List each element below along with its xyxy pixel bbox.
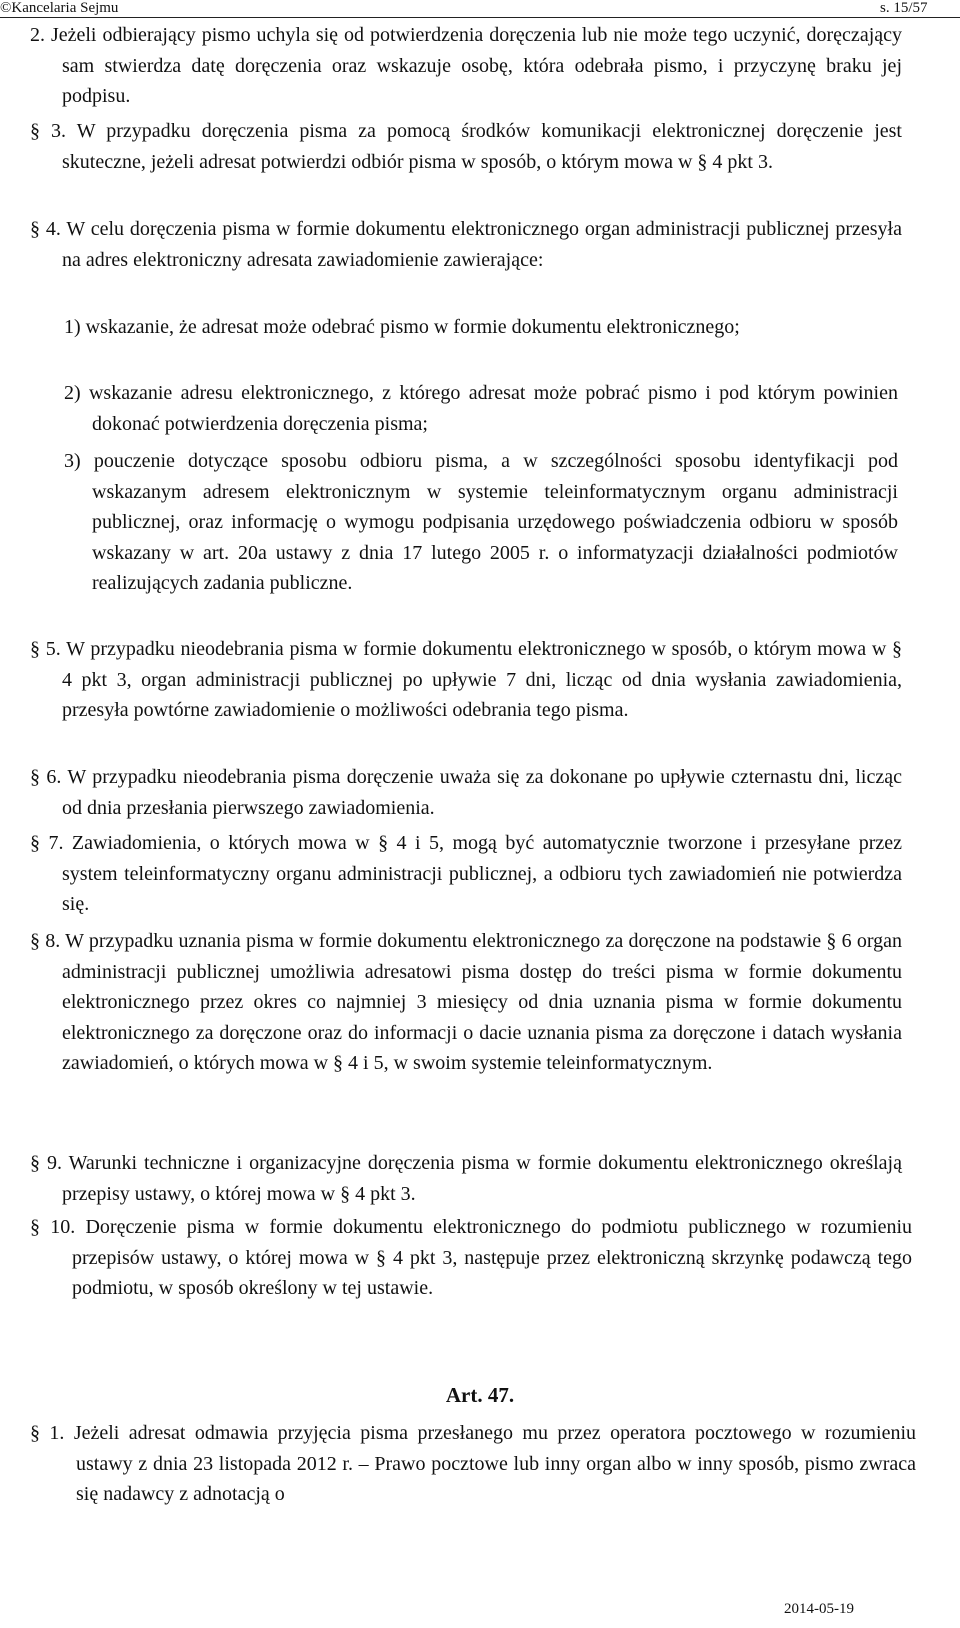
list-item-4-2: 2) wskazanie adresu elektronicznego, z którego adresat może pobrać pismo i pod którym powinien dokonać potwierdzenia doręczenia pisma; <box>64 382 898 435</box>
paragraph-10: § 10. Doręczenie pisma w formie dokumentu elektronicznego do podmiotu publicznego w rozumieniu przepisów ustawy, o której mowa w § 4 pkt 3, następuje przez elektroniczną skrzynkę podawczą tego podmiotu, w sposób określony w tej ustawie. <box>30 1216 912 1299</box>
header-rule <box>0 17 960 18</box>
footer-date: 2014-05-19 <box>784 1601 854 1617</box>
page-header <box>0 0 960 18</box>
article-title: Art. 47. <box>445 1383 515 1407</box>
list-item-4-3: 3) pouczenie dotyczące sposobu odbioru pisma, a w szczególności sposobu identyfikacji pod wskazanym adresem elektronicznym w systemie teleinformatycznym organu administracji publicznej, oraz informację o wymogu podpisania urzędowego poświadczenia odbioru w sposób wskazany w art. 20a ustawy z dnia 17 lutego 2005 r. o informatyzacji działalności podmiotów realizujących zadania publiczne. <box>64 450 898 594</box>
paragraph-9: § 9. Warunki techniczne i organizacyjne doręczenia pisma w formie dokumentu elektronicznego określają przepisy ustawy, o której mowa w § 4 pkt 3. <box>30 1152 902 1205</box>
article-47-paragraph-1: § 1. Jeżeli adresat odmawia przyjęcia pisma przesłanego mu przez operatora pocztowego w rozumieniu ustawy z dnia 23 listopada 2012 r. – Prawo pocztowe lub inny organ albo w inny sposób, pismo zwraca się nadawcy z adnotacją o <box>30 1422 916 1505</box>
header-page-number: s. 15/57 <box>880 0 928 16</box>
paragraph-3: § 3. W przypadku doręczenia pisma za pomocą środków komunikacji elektronicznej doręczenie jest skuteczne, jeżeli adresat potwierdzi odbiór pisma w sposób, o którym mowa w § 4 pkt 3. <box>30 120 902 173</box>
paragraph-7: § 7. Zawiadomienia, o których mowa w § 4 i 5, mogą być automatycznie tworzone i przesyłane przez system teleinformatyczny organu administracji publicznej, a odbioru tych zawiadomień nie potwierdza się. <box>30 832 902 915</box>
paragraph-6: § 6. W przypadku nieodebrania pisma doręczenie uważa się za dokonane po upływie czternastu dni, licząc od dnia przesłania pierwszego zawiadomienia. <box>30 766 902 819</box>
list-item-4-1: 1) wskazanie, że adresat może odebrać pismo w formie dokumentu elektronicznego; <box>64 316 740 338</box>
paragraph-4: § 4. W celu doręczenia pisma w formie dokumentu elektronicznego organ administracji publicznej przesyła na adres elektroniczny adresata zawiadomienie zawierające: <box>30 218 902 271</box>
paragraph-5: § 5. W przypadku nieodebrania pisma w formie dokumentu elektronicznego w sposób, o którym mowa w § 4 pkt 3, organ administracji publicznej po upływie 7 dni, licząc od dnia wysłania zawiadomienia, przesyła powtórne zawiadomienie o możliwości odebrania tego pisma. <box>30 638 902 721</box>
header-publisher: ©Kancelaria Sejmu <box>0 0 119 16</box>
paragraph-8: § 8. W przypadku uznania pisma w formie dokumentu elektronicznego za doręczone na podstawie § 6 organ administracji publicznej umożliwia adresatowi pisma dostęp do treści pisma w formie dokumentu elektronicznego przez okres co najmniej 3 miesięcy od dnia uznania pisma w formie dokumentu elektronicznego za doręczone oraz do informacji o dacie uznania pisma za doręczone i datach wysłania zawiadomień, o których mowa w § 4 i 5, w swoim systemie teleinformatycznym. <box>30 930 902 1074</box>
paragraph-2: 2. Jeżeli odbierający pismo uchyla się od potwierdzenia doręczenia lub nie może tego uczynić, doręczający sam stwierdza datę doręczenia oraz wskazuje osobę, która odebrała pismo, i przyczynę braku jej podpisu. <box>30 24 902 107</box>
